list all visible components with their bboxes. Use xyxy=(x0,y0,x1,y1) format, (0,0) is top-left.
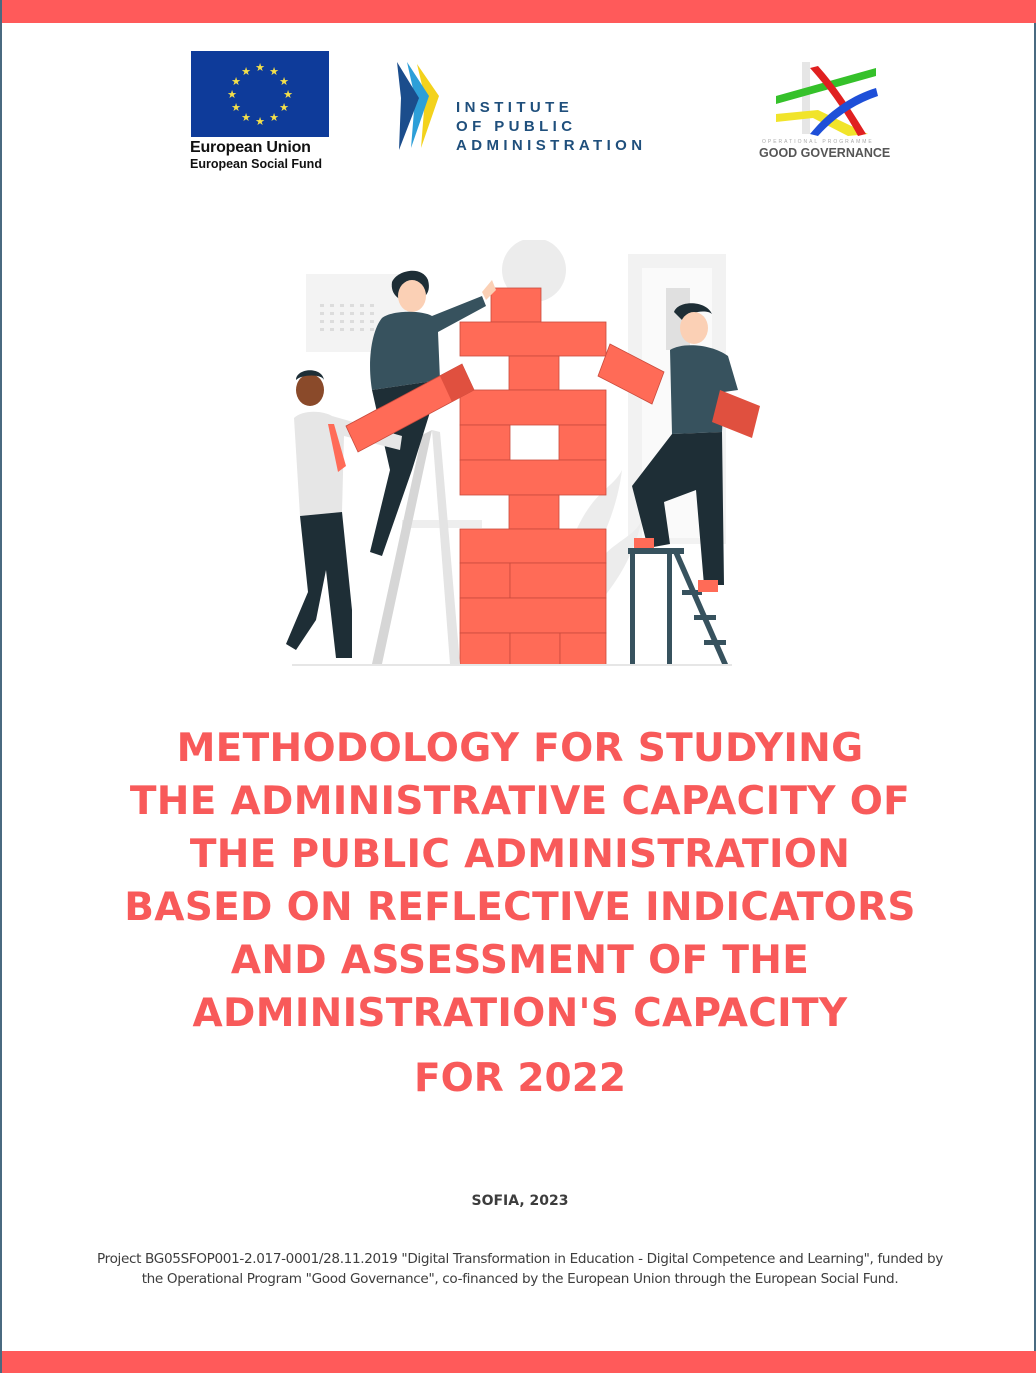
document-year: FOR 2022 xyxy=(414,1056,626,1101)
svg-text:★: ★ xyxy=(279,101,289,114)
ipa-logo xyxy=(395,60,675,160)
eu-flag-icon xyxy=(191,51,329,137)
svg-text:★: ★ xyxy=(269,65,279,78)
good-governance-name: GOOD GOVERNANCE xyxy=(759,146,891,160)
document-title xyxy=(62,722,978,1040)
title-line: THE ADMINISTRATIVE CAPACITY OF xyxy=(129,779,911,824)
svg-text:★: ★ xyxy=(231,101,241,114)
good-governance-logo xyxy=(758,58,898,164)
eu-logo-fund: European Social Fund xyxy=(190,157,322,171)
svg-text:★: ★ xyxy=(227,88,237,101)
svg-text:★: ★ xyxy=(279,75,289,88)
svg-text:★: ★ xyxy=(255,115,265,128)
good-governance-subtitle: OPERATIONAL PROGRAMME xyxy=(762,139,874,145)
svg-text:★: ★ xyxy=(269,111,279,124)
svg-text:★: ★ xyxy=(241,65,251,78)
eu-logo xyxy=(190,51,332,173)
title-line: AND ASSESSMENT OF THE xyxy=(230,938,810,983)
footnote-line: Project BG05SFOP001-2.017-0001/28.11.2019 "Digital Transformation in Education - Digital Competence and Learning", funded by xyxy=(97,1251,943,1267)
svg-text:★: ★ xyxy=(255,61,265,74)
title-line: ADMINISTRATION'S CAPACITY xyxy=(192,991,848,1036)
eu-logo-name: European Union xyxy=(190,139,311,156)
title-line: BASED ON REFLECTIVE INDICATORS xyxy=(124,885,916,930)
title-line: THE PUBLIC ADMINISTRATION xyxy=(189,832,851,877)
team-building-blocks-illustration xyxy=(272,240,772,670)
good-governance-emblem-icon xyxy=(758,58,898,138)
ipa-logo-text: INSTITUTE OF PUBLIC ADMINISTRATION xyxy=(456,99,647,154)
svg-text:★: ★ xyxy=(241,111,251,124)
title-line: METHODOLOGY FOR STUDYING xyxy=(176,726,864,771)
svg-text:★: ★ xyxy=(231,75,241,88)
project-footnote xyxy=(32,1249,1008,1289)
place-and-date: SOFIA, 2023 xyxy=(471,1193,569,1209)
svg-text:★: ★ xyxy=(283,88,293,101)
ipa-chevron-icon xyxy=(395,60,445,152)
bottom-accent-bar xyxy=(2,1351,1036,1373)
footnote-line: the Operational Program "Good Governance", co-financed by the European Union through the European Social Fund. xyxy=(141,1271,899,1287)
top-accent-bar xyxy=(2,0,1036,23)
